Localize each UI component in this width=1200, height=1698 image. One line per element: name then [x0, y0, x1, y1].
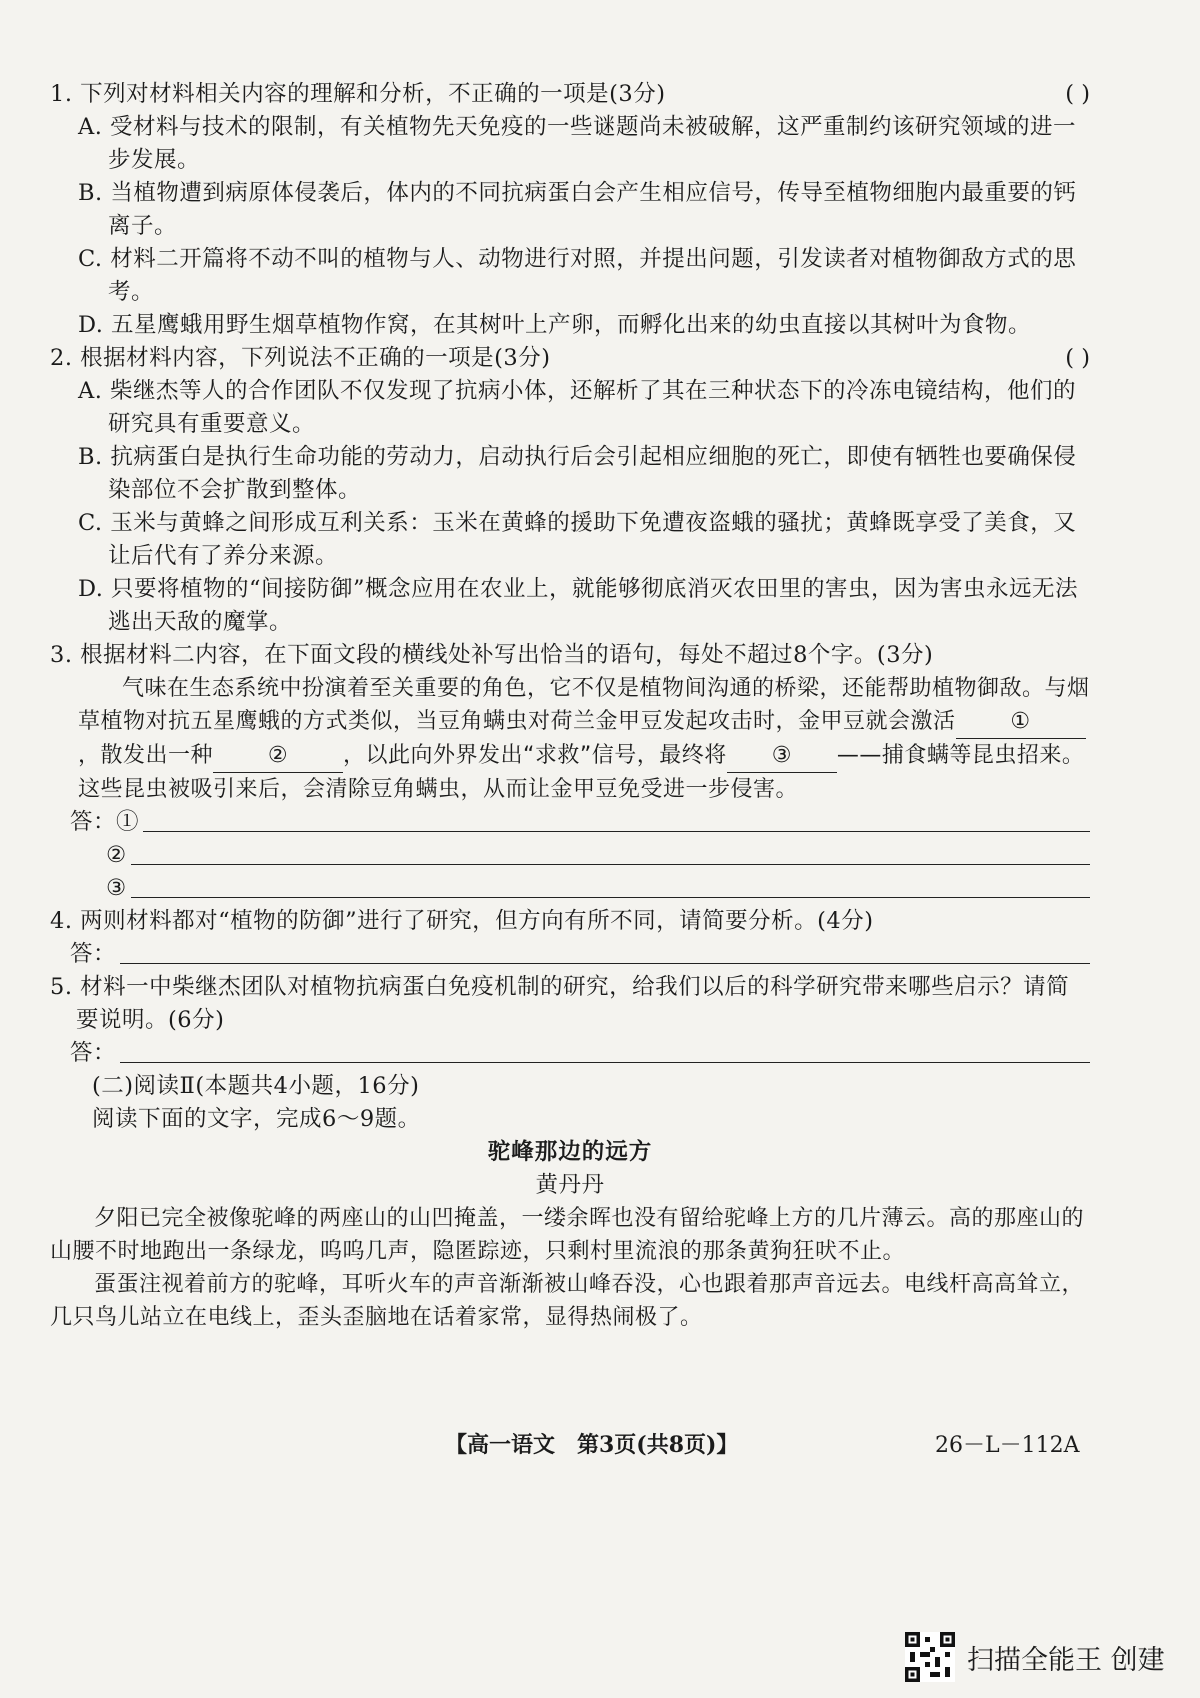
section-heading: (二)阅读Ⅱ(本题共4小题，16分): [92, 1073, 420, 1099]
passage-text-c: ，以此向外界发出“求救”信号，最终将: [343, 743, 727, 768]
question-5: [50, 971, 1090, 1037]
exam-page: [50, 78, 1090, 1334]
question-1-answer-paren: ( ): [1065, 81, 1090, 107]
qr-code-icon: [905, 1632, 955, 1682]
question-1-option-b: B. 当植物遭到病原体侵袭后，体内的不同抗病蛋白会产生相应信号，传导至植物细胞内最重要的钙离子。: [78, 180, 1077, 239]
answer-label-3: ③: [106, 875, 127, 901]
blank-2: ②: [213, 739, 343, 773]
question-1-option-a: A. 受材料与技术的限制，有关植物先天免疫的一些谜题尚未被破解，这严重制约该研究领域的进一步发展。: [78, 114, 1077, 173]
section-instruction: 阅读下面的文字，完成6～9题。: [92, 1106, 421, 1132]
question-4-answer-row[interactable]: [50, 938, 1090, 971]
answer-line-1[interactable]: [143, 831, 1090, 832]
question-1-option-c: C. 材料二开篇将不动不叫的植物与人、动物进行对照，并提出问题，引发读者对植物御敌方式的思考。: [78, 246, 1077, 305]
question-4-stem: 4. 两则材料都对“植物的防御”进行了研究，但方向有所不同，请简要分析。(4分): [50, 908, 874, 934]
story-title: 驼峰那边的远方: [487, 1139, 653, 1165]
question-4-answer-label: 答：: [70, 941, 117, 967]
blank-1: ①: [956, 705, 1086, 739]
question-5-answer-line[interactable]: [120, 1062, 1090, 1063]
question-5-stem: 5. 材料一中柴继杰团队对植物抗病蛋白免疫机制的研究，给我们以后的科学研究带来哪些启示？请简要说明。(6分): [50, 974, 1070, 1033]
footer-page-info: 【高一语文 第3页(共8页)】: [445, 1432, 739, 1458]
question-1-option-d: D. 五星鹰蛾用野生烟草植物作窝，在其树叶上产卵，而孵化出来的幼虫直接以其树叶为食物。: [78, 312, 1032, 338]
answer-row-2[interactable]: [50, 839, 1090, 872]
question-2-option-d: D. 只要将植物的“间接防御”概念应用在农业上，就能够彻底消灭农田里的害虫，因为害虫永远无法逃出天敌的魔掌。: [78, 576, 1079, 635]
question-2: [50, 342, 1090, 375]
passage-text-a: 气味在生态系统中扮演着至关重要的角色，它不仅是植物间沟通的桥梁，还能帮助植物御敌。与烟草植物对抗五星鹰蛾的方式类似，当豆角螨虫对荷兰金甲豆发起攻击时，金甲豆就会激活: [78, 676, 1090, 734]
scanner-watermark: [905, 1632, 1165, 1682]
blank-3: ③: [727, 739, 837, 773]
question-2-stem: 2. 根据材料内容，下列说法不正确的一项是(3分): [50, 345, 551, 371]
question-1-stem: 1. 下列对材料相关内容的理解和分析，不正确的一项是(3分): [50, 81, 666, 107]
question-5-answer-row[interactable]: [50, 1037, 1090, 1070]
answer-row-3[interactable]: [50, 872, 1090, 905]
question-3-stem: 3. 根据材料二内容，在下面文段的横线处补写出恰当的语句，每处不超过8个字。(3分): [50, 642, 934, 668]
question-2-option-a: A. 柴继杰等人的合作团队不仅发现了抗病小体，还解析了其在三种状态下的冷冻电镜结构，他们的研究具有重要意义。: [78, 378, 1077, 437]
answer-line-3[interactable]: [131, 897, 1090, 898]
question-4-answer-line[interactable]: [120, 963, 1090, 964]
footer-exam-code: 26－L－112A: [935, 1433, 1080, 1458]
story-author: 黄丹丹: [535, 1172, 605, 1198]
question-2-answer-paren: ( ): [1065, 345, 1090, 371]
answer-label-1: 答：①: [70, 809, 140, 835]
answer-label-2: ②: [106, 842, 127, 868]
watermark-text: 扫描全能王 创建: [967, 1644, 1165, 1676]
question-1: [50, 78, 1090, 111]
story-paragraph-2: 蛋蛋注视着前方的驼峰，耳听火车的声音渐渐被山峰吞没，心也跟着那声音远去。电线杆高高耸立，几只鸟儿站立在电线上，歪头歪脑地在话着家常，显得热闹极了。: [50, 1272, 1085, 1330]
question-2-option-b: B. 抗病蛋白是执行生命功能的劳动力，启动执行后会引起相应细胞的死亡，即使有牺牲也要确保侵染部位不会扩散到整体。: [78, 444, 1077, 503]
answer-row-1[interactable]: [50, 806, 1090, 839]
question-3: [50, 639, 1090, 672]
question-5-answer-label: 答：: [70, 1040, 117, 1066]
story-paragraph-1: 夕阳已完全被像驼峰的两座山的山凹掩盖，一缕余晖也没有留给驼峰上方的几片薄云。高的那座山的山腰不时地跑出一条绿龙，呜呜几声，隐匿踪迹，只剩村里流浪的那条黄狗狂吠不止。: [50, 1206, 1085, 1264]
question-4: [50, 905, 1090, 938]
question-3-passage: [50, 672, 1090, 806]
passage-text-b: ，散发出一种: [78, 743, 214, 768]
answer-line-2[interactable]: [131, 864, 1090, 865]
passage-text-d: ——捕食螨等昆虫招来。这些昆虫被吸引来后，会清除豆角螨虫，从而让金甲豆免受进一步侵害。: [78, 743, 1085, 802]
question-2-option-c: C. 玉米与黄蜂之间形成互利关系：玉米在黄蜂的援助下免遭夜盗蛾的骚扰；黄蜂既享受了美食，又让后代有了养分来源。: [78, 510, 1077, 569]
